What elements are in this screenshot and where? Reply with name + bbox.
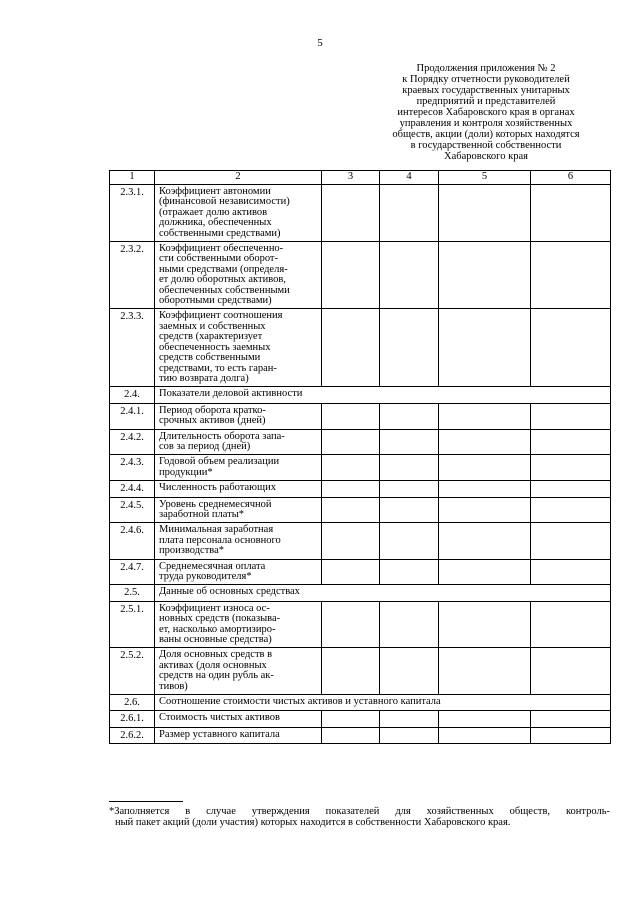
indicator-name [155, 559, 322, 585]
indicator-line: Коэффициент износа ос- [159, 602, 270, 614]
header-line: краевых государственных унитарных [402, 85, 570, 96]
row-number: 2.3.3. [110, 309, 155, 387]
header-line: в государственной собственности [410, 140, 562, 151]
indicator-name [155, 523, 322, 559]
indicator-name [155, 601, 322, 648]
value-cell [531, 497, 611, 523]
indicator-line: тию возврата долга) [159, 372, 249, 384]
value-cell [322, 648, 380, 695]
column-header: 3 [322, 171, 380, 185]
header-line: обществ, акции (доли) которых находятся [392, 129, 580, 140]
indicator-line: Уровень среднемесячной [159, 498, 272, 510]
indicator-name [155, 242, 322, 309]
indicator-line: ваны основные средства) [159, 634, 272, 646]
indicator-line: Минимальная заработная [159, 524, 274, 536]
indicator-line: заработной платы* [159, 508, 245, 520]
row-number: 2.5. [110, 585, 155, 601]
table-row [110, 523, 611, 559]
column-header: 4 [380, 171, 439, 185]
footnote-rule [109, 801, 183, 802]
value-cell [322, 727, 380, 743]
indicator-line: средств собственными [159, 352, 261, 364]
value-cell [439, 497, 531, 523]
indicator-line: средств на один рубль ак- [159, 670, 274, 682]
indicator-line: средств (характеризует [159, 331, 263, 343]
header-line: Хабаровского края [444, 151, 528, 162]
value-cell [531, 481, 611, 497]
indicator-line: Среднемесячная оплата [159, 560, 266, 572]
table-row [110, 585, 611, 601]
indicator-line: труда руководителя* [159, 571, 252, 582]
value-cell [531, 242, 611, 309]
row-number: 2.4.5. [110, 497, 155, 523]
indicator-line: заемных и собственных [159, 320, 266, 332]
footnote-line: ный пакет акций (доли участия) которых находится в собственности Хабаровского края. [115, 817, 511, 828]
value-cell [322, 601, 380, 648]
row-number: 2.4.6. [110, 523, 155, 559]
column-header: 5 [439, 171, 531, 185]
value-cell [322, 309, 380, 387]
footnote [109, 806, 610, 828]
header-line: предприятий и представителей [416, 96, 556, 107]
indicator-line: Стоимость чистых активов [159, 712, 281, 724]
table-row [110, 309, 611, 387]
value-cell [439, 559, 531, 585]
value-cell [439, 455, 531, 481]
section-title: Данные об основных средствах [155, 585, 611, 601]
page-number: 5 [317, 37, 323, 49]
indicator-line: тивов) [159, 680, 188, 692]
value-cell [439, 242, 531, 309]
value-cell [439, 429, 531, 455]
value-cell [322, 185, 380, 242]
table-row [110, 497, 611, 523]
value-cell [380, 455, 439, 481]
value-cell [322, 429, 380, 455]
indicator-line: активах (доля основных [159, 659, 267, 671]
value-cell [322, 497, 380, 523]
row-number: 2.4.7. [110, 559, 155, 585]
value-cell [439, 309, 531, 387]
value-cell [380, 559, 439, 585]
row-number: 2.5.1. [110, 601, 155, 648]
value-cell [531, 455, 611, 481]
value-cell [439, 185, 531, 242]
indicator-name [155, 711, 322, 727]
table-row [110, 481, 611, 497]
table-row [110, 242, 611, 309]
row-number: 2.4.4. [110, 481, 155, 497]
value-cell [322, 559, 380, 585]
row-number: 2.3.2. [110, 242, 155, 309]
indicator-line: сти собственными оборот- [159, 253, 279, 265]
value-cell [322, 242, 380, 309]
value-cell [531, 185, 611, 242]
value-cell [380, 481, 439, 497]
row-number: 2.5.2. [110, 648, 155, 695]
section-title: Соотношение стоимости чистых активов и уставного капитала [155, 695, 611, 711]
indicator-line: Коэффициент автономии [159, 186, 271, 197]
indicator-line: Длительность оборота запа- [159, 430, 285, 442]
report-table [109, 170, 611, 744]
header-line: интересов Хабаровского края в органах [397, 107, 575, 118]
column-header: 1 [110, 171, 155, 185]
table-row [110, 601, 611, 648]
indicator-line: Коэффициент обеспеченно- [159, 243, 284, 255]
value-cell [531, 711, 611, 727]
value-cell [531, 309, 611, 387]
value-cell [531, 559, 611, 585]
indicator-line: срочных активов (дней) [159, 415, 266, 427]
value-cell [439, 403, 531, 429]
value-cell [531, 429, 611, 455]
indicator-line: собственными средствами) [159, 227, 281, 239]
appendix-header [368, 63, 604, 162]
indicator-name [155, 648, 322, 695]
value-cell [531, 523, 611, 559]
indicator-line: производства* [159, 545, 225, 557]
value-cell [380, 601, 439, 648]
indicator-line: Размер уставного капитала [159, 728, 280, 740]
value-cell [380, 403, 439, 429]
row-number: 2.6. [110, 695, 155, 711]
table-row [110, 455, 611, 481]
value-cell [531, 601, 611, 648]
value-cell [380, 648, 439, 695]
header-line: управления и контроля хозяйственных [399, 118, 573, 129]
indicator-line: новных средств (показыва- [159, 613, 281, 625]
header-line: к Порядку отчетности руководителей [402, 74, 570, 85]
value-cell [531, 403, 611, 429]
indicator-line: (отражает долю активов [159, 206, 268, 218]
indicator-line: (финансовой независимости) [159, 196, 290, 208]
value-cell [439, 711, 531, 727]
header-line: Продолжения приложения № 2 [416, 63, 556, 74]
table-row [110, 387, 611, 403]
table-row [110, 695, 611, 711]
indicator-name [155, 727, 322, 743]
column-header: 6 [531, 171, 611, 185]
value-cell [439, 481, 531, 497]
value-cell [380, 523, 439, 559]
indicator-name [155, 185, 322, 242]
table-row [110, 559, 611, 585]
indicator-line: должника, обеспеченных [159, 217, 272, 229]
indicator-line: оборотными средствами) [159, 295, 272, 307]
row-number: 2.4. [110, 387, 155, 403]
indicator-name [155, 403, 322, 429]
value-cell [439, 648, 531, 695]
indicator-line: Доля основных средств в [159, 649, 273, 661]
indicator-line: плата персонала основного [159, 534, 281, 546]
indicator-name [155, 481, 322, 497]
value-cell [322, 455, 380, 481]
value-cell [439, 727, 531, 743]
value-cell [380, 727, 439, 743]
column-header: 2 [155, 171, 322, 185]
section-title: Показатели деловой активности [155, 387, 611, 403]
indicator-line: средствами, то есть гаран- [159, 362, 277, 374]
indicator-line: Годовой объем реализации [159, 456, 280, 468]
row-number: 2.4.1. [110, 403, 155, 429]
indicator-line: Период оборота кратко- [159, 404, 266, 416]
footnote-line: *Заполняется в случае утверждения показателей для хозяйственных обществ, контроль- [109, 806, 610, 817]
value-cell [439, 523, 531, 559]
table-row [110, 711, 611, 727]
value-cell [380, 429, 439, 455]
indicator-line: ными средствами (определя- [159, 263, 288, 275]
table-row [110, 727, 611, 743]
value-cell [531, 727, 611, 743]
value-cell [531, 648, 611, 695]
indicator-name [155, 497, 322, 523]
table-row [110, 648, 611, 695]
indicator-name [155, 309, 322, 387]
indicator-line: сов за период (дней) [159, 440, 251, 452]
row-number: 2.6.1. [110, 711, 155, 727]
table-row [110, 185, 611, 242]
table-header-row [110, 171, 611, 185]
row-number: 2.4.3. [110, 455, 155, 481]
value-cell [380, 497, 439, 523]
indicator-line: ет долю оборотных активов, [159, 274, 286, 286]
indicator-line: Коэффициент соотношения [159, 310, 283, 322]
indicator-line: обеспеченность заемных [159, 341, 271, 353]
row-number: 2.6.2. [110, 727, 155, 743]
value-cell [322, 403, 380, 429]
indicator-line: ет, насколько амортизиро- [159, 623, 276, 635]
indicator-name [155, 429, 322, 455]
value-cell [380, 185, 439, 242]
value-cell [322, 711, 380, 727]
indicator-line: продукции* [159, 466, 213, 478]
value-cell [380, 309, 439, 387]
value-cell [322, 481, 380, 497]
value-cell [439, 601, 531, 648]
value-cell [380, 711, 439, 727]
indicator-name [155, 455, 322, 481]
indicator-line: обеспеченных собственными [159, 284, 290, 296]
row-number: 2.3.1. [110, 185, 155, 242]
indicator-line: Численность работающих [159, 482, 276, 494]
table-row [110, 403, 611, 429]
table-row [110, 429, 611, 455]
row-number: 2.4.2. [110, 429, 155, 455]
value-cell [322, 523, 380, 559]
value-cell [380, 242, 439, 309]
